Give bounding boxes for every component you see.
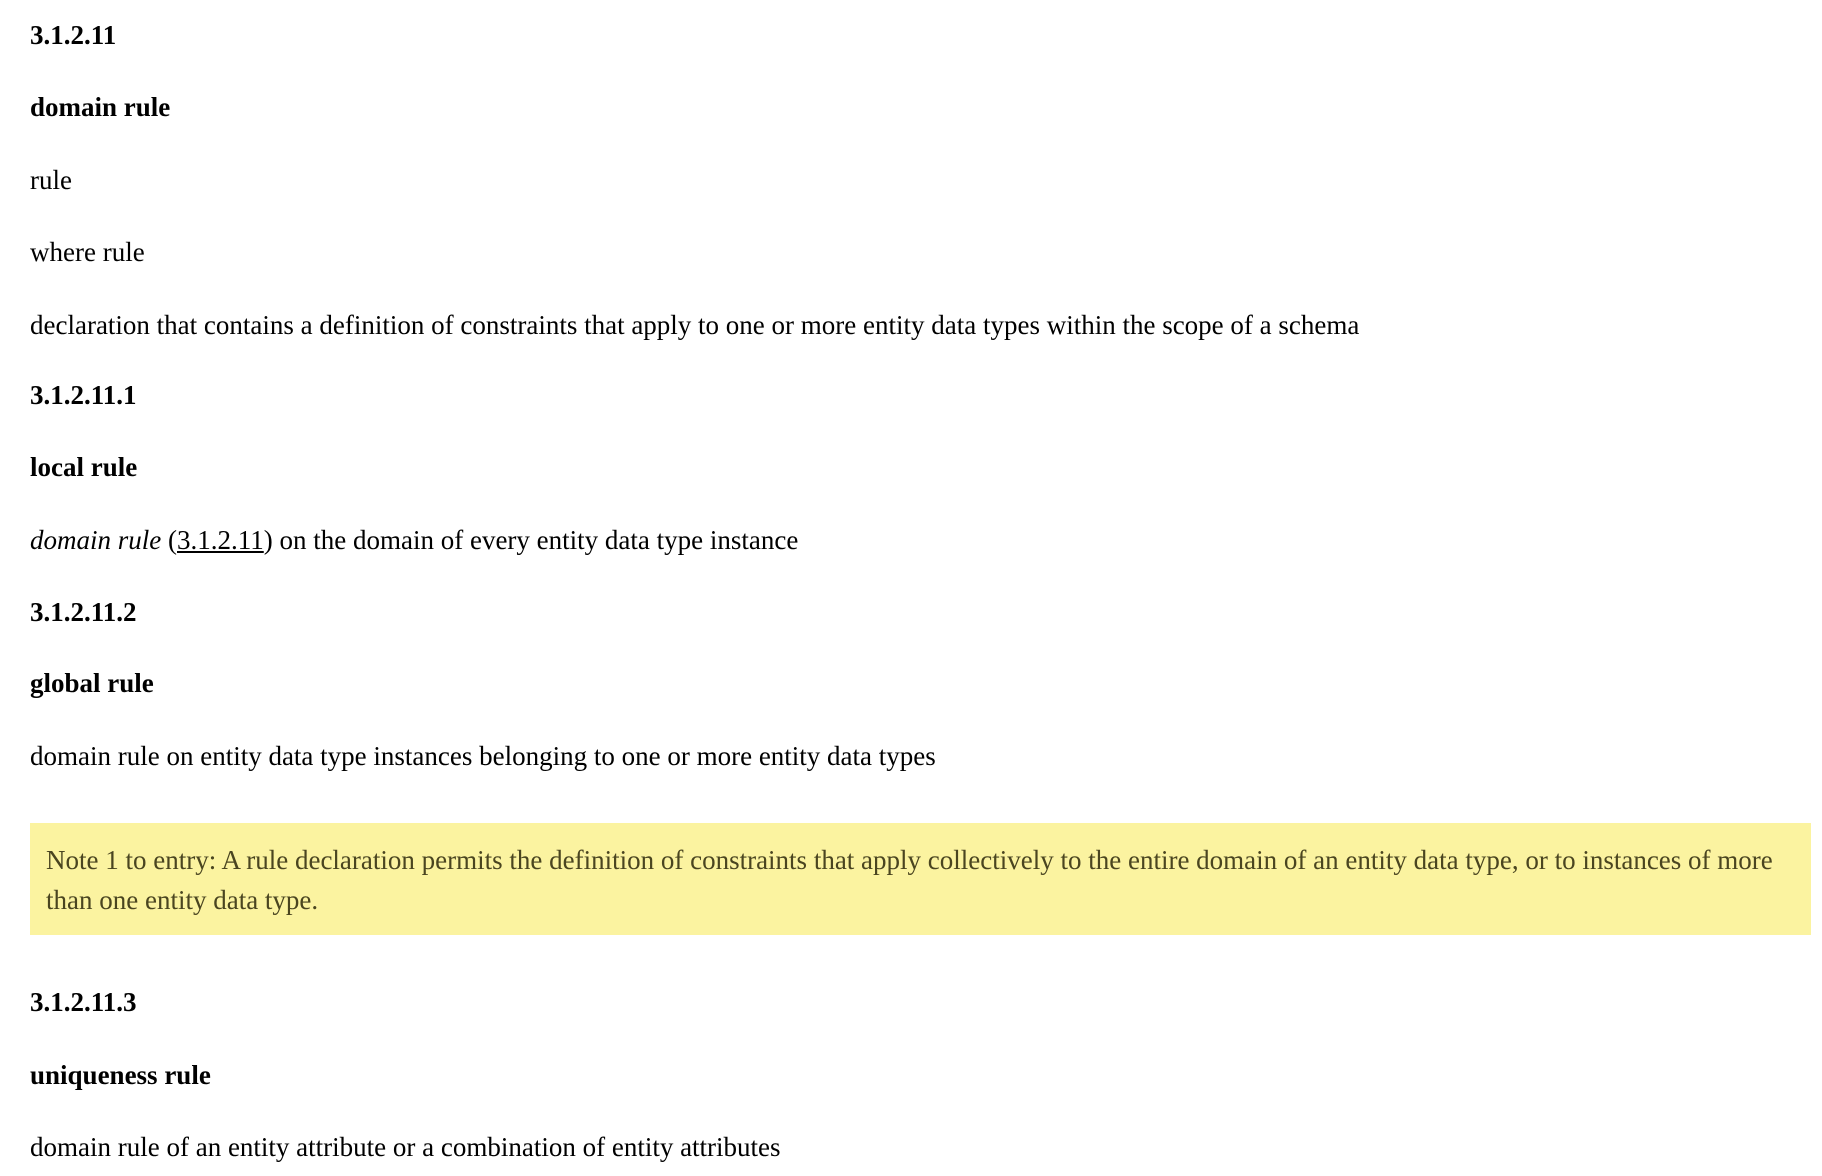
cross-reference-link[interactable]: 3.1.2.11 bbox=[177, 525, 264, 555]
entry-number: 3.1.2.11.3 bbox=[30, 987, 137, 1017]
entry-definition: declaration that contains a definition of constraints that apply to one or more entity data types within the scope of a schema bbox=[30, 310, 1360, 340]
definition-paren: ( bbox=[161, 525, 177, 555]
admitted-term: rule bbox=[30, 165, 72, 195]
entry-definition bbox=[30, 524, 798, 556]
definition-rest: ) on the domain of every entity data type instance bbox=[263, 525, 799, 555]
entry-term: domain rule bbox=[30, 92, 171, 122]
definition-italic: domain rule bbox=[30, 525, 162, 555]
admitted-term: where rule bbox=[30, 237, 145, 267]
entry-number: 3.1.2.11.1 bbox=[30, 380, 137, 410]
entry-definition: domain rule of an entity attribute or a combination of entity attributes bbox=[30, 1132, 781, 1162]
entry-term: global rule bbox=[30, 668, 154, 698]
entry-definition: domain rule on entity data type instances belonging to one or more entity data types bbox=[30, 741, 936, 771]
entry-term: uniqueness rule bbox=[30, 1060, 211, 1090]
entry-term: local rule bbox=[30, 452, 138, 482]
entry-number: 3.1.2.11 bbox=[30, 20, 117, 50]
entry-number: 3.1.2.11.2 bbox=[30, 597, 137, 627]
note-to-entry: Note 1 to entry: A rule declaration permits the definition of constraints that apply collectively to the entire domain of an entity data type, or to instances of more than one entity data type. bbox=[30, 823, 1811, 935]
